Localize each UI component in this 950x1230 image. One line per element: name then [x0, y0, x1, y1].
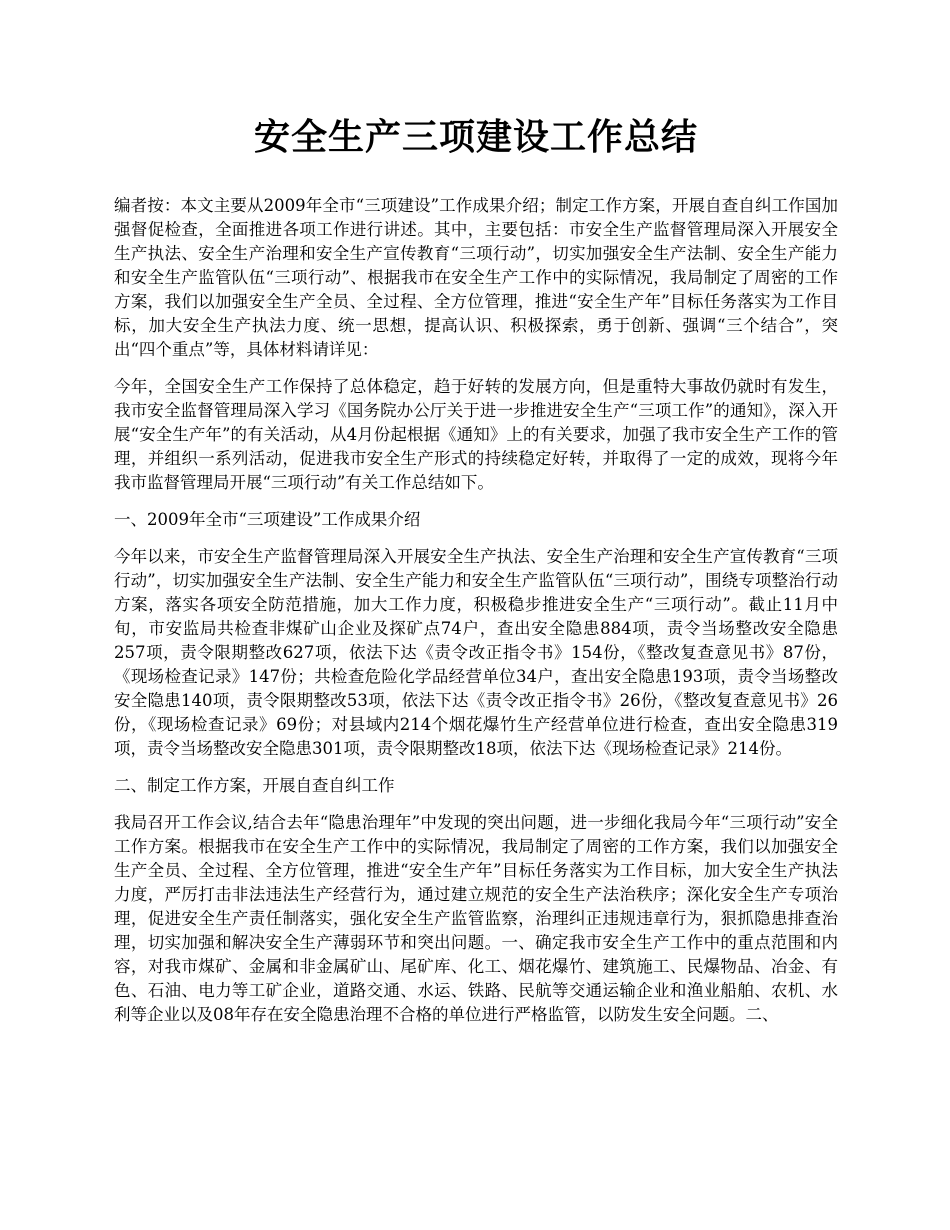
document-title: 安全生产三项建设工作总结 [253, 116, 698, 158]
document-page [114, 112, 838, 1040]
section-1-heading: 一、2009年全市“三项建设”工作成果介绍 [114, 510, 421, 529]
section-1-body: 今年以来，市安全生产监督管理局深入开展安全生产执法、安全生产治理和安全生产宣传教育“三项行动”，切实加强安全生产法制、安全生产能力和安全生产监管队伍“三项行动”，围绕专项整治行动方案，落实各项安全防范措施，加大工作力度，积极稳步推进安全生产“三项行动”。截止11月中旬，市安监局共检查非煤矿山企业及探矿点74户，查出安全隐患884项，责令当场整改安全隐患257项，责令限期整改627项，依法下达《责令改正指令书》154份，《整改复查意见书》87份，《现场检查记录》147份；共检查危险化学品经营单位34户，查出安全隐患193项，责令当场整改安全隐患140项，责令限期整改53项，依法下达《责令改正指令书》26份，《整改复查意见书》26份，《现场检查记录》69份；对县域内214个烟花爆竹生产经营单位进行检查，查出安全隐患319项，责令当场整改安全隐患301项，责令限期整改18项，依法下达《现场检查记录》214份。 [114, 547, 838, 758]
intro-paragraph: 今年，全国安全生产工作保持了总体稳定，趋于好转的发展方向，但是重特大事故仍就时有发生，我市安全监督管理局深入学习《国务院办公厅关于进一步推进安全生产“三项工作”的通知》，深入开展“安全生产年”的有关活动，从4月份起根据《通知》上的有关要求，加强了我市安全生产工作的管理，并组织一系列活动，促进我市安全生产形式的持续稳定好转，并取得了一定的成效，现将今年我市监督管理局开展“三项行动”有关工作总结如下。 [114, 377, 838, 492]
section-2-body: 我局召开工作会议,结合去年“隐患治理年”中发现的突出问题，进一步细化我局今年“三项行动”安全工作方案。根据我市在安全生产工作中的实际情况，我局制定了周密的工作方案，我们以加强安全生产全员、全过程、全方位管理，推进“安全生产年”目标任务落实为工作目标，加大安全生产执法力度，严厉打击非法违法生产经营行为，通过建立规范的安全生产法治秩序；深化安全生产专项治理，促进安全生产责任制落实，强化安全生产监管监察，治理纠正违规违章行为，狠抓隐患排查治理，切实加强和解决安全生产薄弱环节和突出问题。一、确定我市安全生产工作中的重点范围和内容，对我市煤矿、金属和非金属矿山、尾矿库、化工、烟花爆竹、建筑施工、民爆物品、冶金、有色、石油、电力等工矿企业，道路交通、水运、铁路、民航等交通运输企业和渔业船舶、农机、水利等企业以及08年存在安全隐患治理不合格的单位进行严格监管，以防发生安全问题。二、 [114, 813, 838, 1024]
editor-note-paragraph: 编者按：本文主要从2009年全市“三项建设”工作成果介绍；制定工作方案，开展自查自纠工作国加强督促检查，全面推进各项工作进行讲述。其中，主要包括：市安全生产监督管理局深入开展安全生产执法、安全生产治理和安全生产宣传教育“三项行动”，切实加强安全生产法制、安全生产能力和安全生产监管队伍“三项行动”、根据我市在安全生产工作中的实际情况，我局制定了周密的工作方案，我们以加强安全生产全员、全过程、全方位管理，推进“安全生产年”目标任务落实为工作目标，加大安全生产执法力度、统一思想，提高认识、积极探索，勇于创新、强调“三个结合”，突出“四个重点”等，具体材料请详见： [114, 196, 838, 359]
section-2-heading: 二、制定工作方案，开展自查自纠工作 [114, 776, 395, 795]
